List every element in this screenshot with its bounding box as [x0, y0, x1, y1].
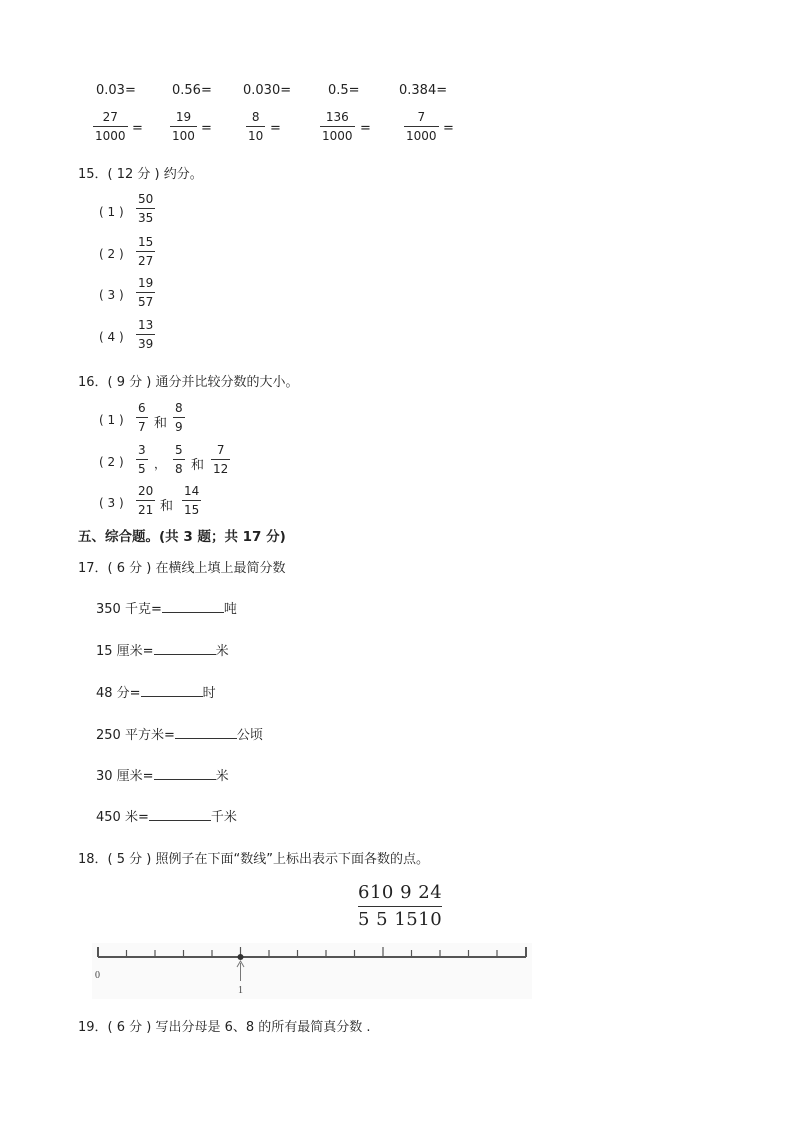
q15-item-2-fraction: [136, 236, 155, 267]
q16-item-1-fraction-b: [173, 402, 185, 433]
numerator: 15: [138, 235, 154, 249]
q17-item-4-unit: 公顷: [236, 728, 263, 743]
q17-item-1-unit: 吨: [223, 602, 237, 617]
q16-item-2-fraction-c: [211, 444, 230, 475]
q17-item-6-left: 450 米=: [96, 810, 149, 825]
q16-item-3-fraction-b: [182, 485, 201, 516]
question-16-title: 16．( 9 分 ) 通分并比较分数的大小。: [78, 375, 299, 390]
answer-blank[interactable]: [154, 767, 216, 780]
numerator: 8: [251, 110, 260, 124]
q16-item-1-and: 和: [154, 416, 168, 431]
numerator: 27: [102, 110, 118, 124]
equals-sign: =: [443, 121, 454, 136]
denominator: 35: [136, 208, 155, 224]
q17-item-6-unit: 千米: [210, 810, 237, 825]
q15-item-3-label: ( 3 ): [99, 288, 124, 302]
numerator: 50: [138, 192, 154, 206]
denominator: 57: [136, 292, 155, 308]
numerator: 19: [175, 110, 192, 124]
equals-sign: =: [270, 121, 281, 136]
q15-item-2-label: ( 2 ): [99, 247, 124, 261]
denominator: 7: [136, 417, 148, 433]
answer-blank[interactable]: [149, 808, 211, 821]
denominator: 5: [136, 459, 148, 475]
decimal-item-3: 0.030=: [243, 83, 292, 98]
q17-item-4: [96, 724, 263, 743]
numerator: 8: [175, 401, 183, 415]
q16-item-2-and: 和: [191, 458, 205, 473]
question-15-title: 15．( 12 分 ) 约分。: [78, 167, 203, 182]
denominator: 12: [211, 459, 230, 475]
fraction-19-100: [170, 111, 197, 142]
q17-item-5: [96, 765, 229, 784]
q15-item-1-fraction: [136, 193, 155, 224]
denominator: 100: [170, 126, 197, 142]
numerator: 20: [138, 484, 154, 498]
q15-item-3-fraction: [136, 277, 155, 308]
answer-blank[interactable]: [154, 642, 216, 655]
decimal-item-4: 0.5=: [328, 83, 360, 98]
q15-item-4-label: ( 4 ): [99, 330, 124, 344]
decimal-item-5: 0.384=: [399, 83, 448, 98]
equals-sign: =: [132, 121, 143, 136]
q18-denominators: 5 5 1510: [358, 909, 443, 930]
denominator: 8: [173, 459, 185, 475]
number-line: [92, 943, 532, 999]
equals-sign: =: [360, 121, 371, 136]
q16-item-2-fraction-a: [136, 444, 148, 475]
decimal-item-2: 0.56=: [172, 83, 212, 98]
q17-item-1-left: 350 千克=: [96, 602, 162, 617]
q17-item-4-left: 250 平方米=: [96, 728, 175, 743]
q17-item-2-unit: 米: [215, 644, 229, 659]
numerator: 7: [216, 443, 225, 457]
q17-item-3-left: 48 分=: [96, 686, 141, 701]
denominator: 1000: [404, 126, 439, 142]
q16-item-1-label: ( 1 ): [99, 413, 124, 427]
numerator: 7: [417, 110, 426, 124]
denominator: 9: [173, 417, 185, 433]
numerator: 19: [138, 276, 154, 290]
number-line-label-one: 1: [238, 985, 243, 996]
denominator: 15: [182, 500, 201, 516]
numerator: 14: [184, 484, 200, 498]
answer-blank[interactable]: [141, 684, 203, 697]
q17-item-5-left: 30 厘米=: [96, 769, 154, 784]
numerator: 136: [325, 110, 349, 124]
q17-item-2-left: 15 厘米=: [96, 644, 154, 659]
q17-item-6: [96, 806, 237, 825]
question-19-title: 19．( 6 分 ) 写出分母是 6、8 的所有最简真分数 .: [78, 1020, 371, 1035]
q16-item-1-fraction-a: [136, 402, 148, 433]
q17-item-1: [96, 598, 237, 617]
q16-item-3-label: ( 3 ): [99, 496, 124, 510]
decimal-item-1: 0.03=: [96, 83, 136, 98]
q16-item-3-and: 和: [160, 499, 174, 514]
answer-blank[interactable]: [162, 600, 224, 613]
answer-blank[interactable]: [175, 726, 237, 739]
numerator: 6: [138, 401, 146, 415]
denominator: 27: [136, 251, 155, 267]
q16-item-2-fraction-b: [173, 444, 185, 475]
numerator: 3: [138, 443, 146, 457]
q18-fraction-list: [358, 884, 442, 929]
q16-item-2-comma: ，: [154, 457, 167, 471]
denominator: 21: [136, 500, 155, 516]
denominator: 1000: [93, 126, 128, 142]
fraction-27-1000: [93, 111, 128, 142]
denominator: 10: [246, 126, 265, 142]
question-18-title: 18．( 5 分 ) 照例子在下面“数线”上标出表示下面各数的点。: [78, 852, 429, 867]
q17-item-3-unit: 时: [202, 686, 216, 701]
fraction-7-1000: [404, 111, 439, 142]
q16-item-2-label: ( 2 ): [99, 455, 124, 469]
section-five-heading: 五、综合题。(共 3 题；共 17 分): [78, 529, 286, 545]
q17-item-5-unit: 米: [215, 769, 229, 784]
fraction-136-1000: [320, 111, 355, 142]
q15-item-4-fraction: [136, 319, 155, 350]
q18-numerators: 610 9 24: [358, 884, 442, 907]
numerator: 5: [175, 443, 183, 457]
q15-item-1-label: ( 1 ): [99, 205, 124, 219]
q17-item-2: [96, 640, 229, 659]
numerator: 13: [138, 318, 154, 332]
equals-sign: =: [201, 121, 212, 136]
denominator: 39: [136, 334, 155, 350]
q16-item-3-fraction-a: [136, 485, 155, 516]
question-17-title: 17．( 6 分 ) 在横线上填上最简分数: [78, 561, 286, 576]
number-line-label-zero: 0: [95, 970, 100, 981]
q17-item-3: [96, 682, 216, 701]
denominator: 1000: [320, 126, 355, 142]
fraction-8-10: [246, 111, 265, 142]
